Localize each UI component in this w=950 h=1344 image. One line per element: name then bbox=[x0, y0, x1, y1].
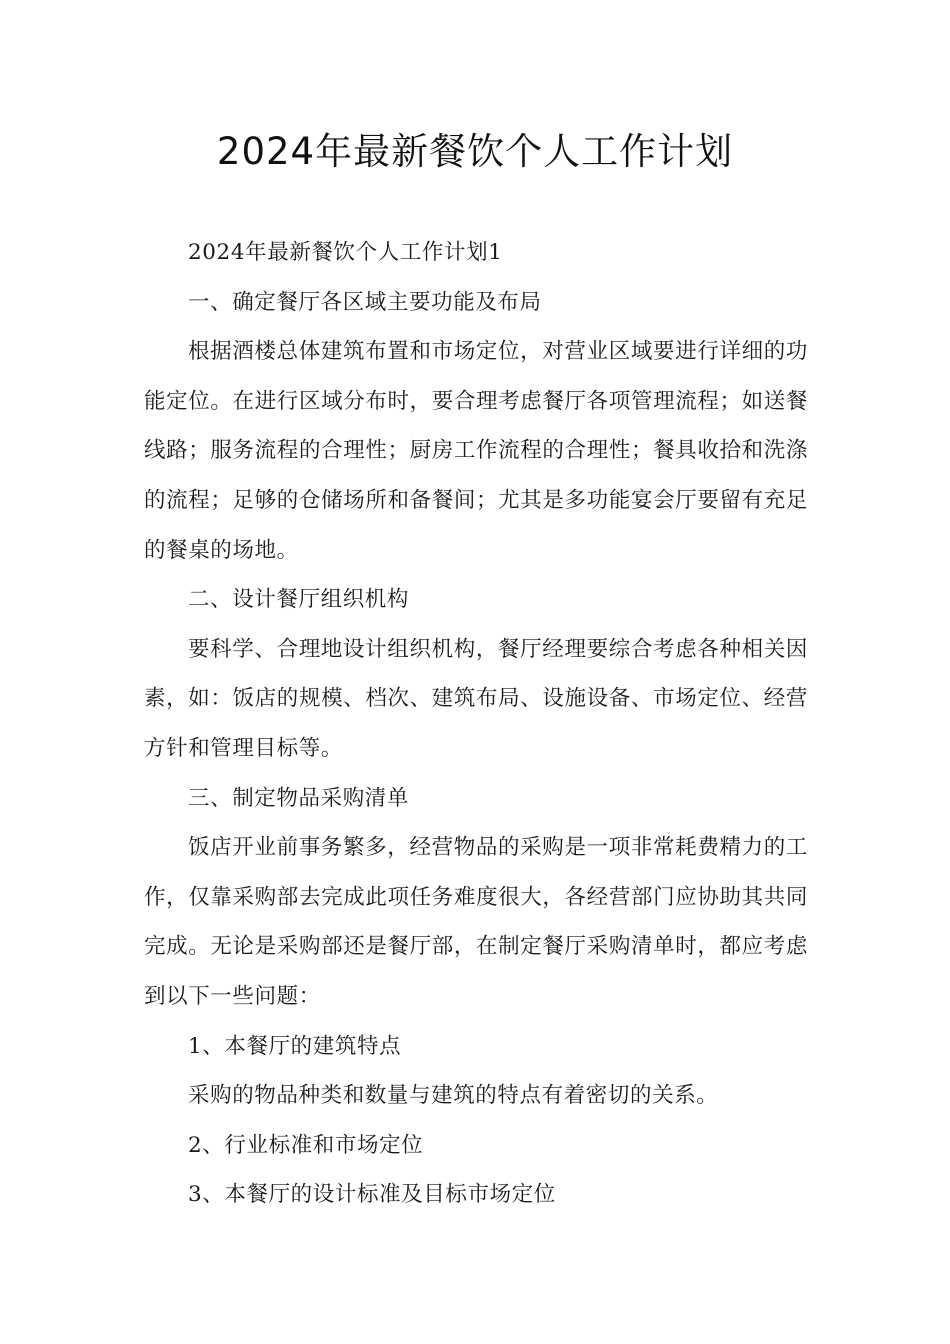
subtitle-paragraph: 2024年最新餐饮个人工作计划1 bbox=[188, 240, 503, 265]
document-body bbox=[144, 228, 808, 1220]
body-paragraph: 采购的物品种类和数量与建筑的特点有着密切的关系。 bbox=[188, 1083, 719, 1109]
section-heading-3: 三、制定物品采购清单 bbox=[188, 785, 410, 811]
body-paragraph: 要科学、合理地设计组织机构，餐厅经理要综合考虑各种相关因素，如：饭店的规模、档次、建筑布局、设施设备、市场定位、经营方针和管理目标等。 bbox=[144, 636, 808, 761]
body-paragraph: 根据酒楼总体建筑布置和市场定位，对营业区域要进行详细的功能定位。在进行区域分布时，要合理考虑餐厅各项管理流程；如送餐线路；服务流程的合理性；厨房工作流程的合理性；餐具收拾和洗涤的流程；足够的仓储场所和备餐间；尤其是多功能宴会厅要留有充足的餐桌的场地。 bbox=[144, 339, 808, 563]
list-item-heading: 2、行业标准和市场定位 bbox=[188, 1132, 424, 1158]
section-heading-2: 二、设计餐厅组织机构 bbox=[188, 587, 410, 613]
document-title: 2024年最新餐饮个人工作计划 bbox=[216, 130, 734, 173]
list-item-heading: 3、本餐厅的设计标准及目标市场定位 bbox=[188, 1182, 556, 1208]
body-paragraph: 饭店开业前事务繁多，经营物品的采购是一项非常耗费精力的工作，仅靠采购部去完成此项任务难度很大，各经营部门应协助其共同完成。无论是采购部还是餐厅部，在制定餐厅采购清单时，都应考虑到以下一些问题： bbox=[144, 835, 808, 1009]
section-heading-1: 一、确定餐厅各区域主要功能及布局 bbox=[188, 289, 542, 315]
list-item-heading: 1、本餐厅的建筑特点 bbox=[188, 1033, 402, 1059]
